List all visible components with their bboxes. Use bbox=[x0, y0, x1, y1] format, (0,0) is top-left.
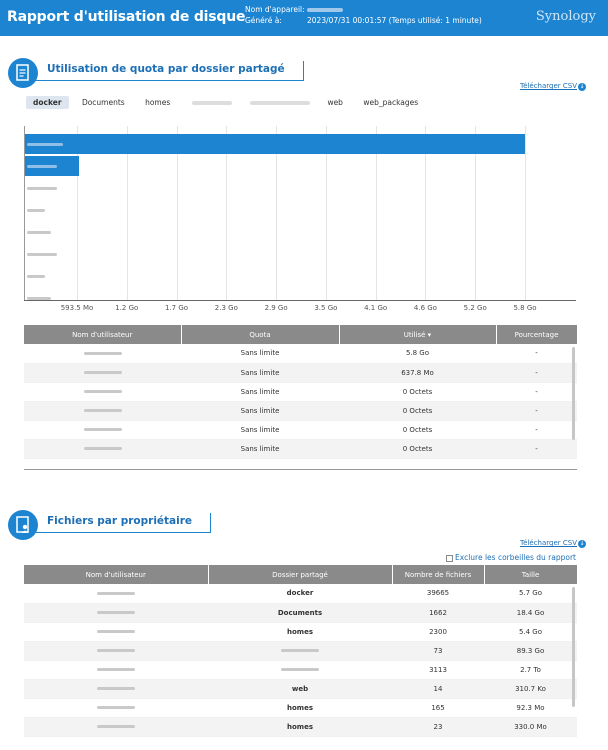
table-cell: 310.7 Ko bbox=[484, 679, 577, 698]
table-cell: - bbox=[496, 344, 577, 363]
tab-web[interactable]: web bbox=[327, 98, 343, 107]
value-redacted bbox=[281, 668, 319, 671]
table-cell: homes bbox=[208, 717, 392, 736]
table-cell: Sans limite bbox=[181, 439, 339, 458]
table-cell: Sans limite bbox=[181, 363, 339, 382]
table-cell: 5.7 Go bbox=[484, 584, 577, 603]
username-redacted bbox=[84, 428, 122, 431]
user-cell bbox=[24, 401, 181, 420]
checkbox-icon[interactable] bbox=[446, 555, 453, 562]
tab-homes[interactable]: homes bbox=[145, 98, 171, 107]
quota-bar-chart bbox=[24, 126, 576, 316]
y-category-label-redacted bbox=[27, 143, 63, 146]
username-redacted bbox=[84, 390, 122, 393]
table-cell: 0 Octets bbox=[339, 439, 496, 458]
table-cell: Documents bbox=[208, 603, 392, 622]
y-category-label-redacted bbox=[27, 297, 51, 300]
table-cell: 23 bbox=[392, 717, 484, 736]
table-row[interactable] bbox=[24, 584, 577, 603]
table-row[interactable] bbox=[24, 622, 577, 641]
table-row[interactable] bbox=[24, 660, 577, 679]
table-cell: Sans limite bbox=[181, 401, 339, 420]
tab-redacted-1[interactable] bbox=[192, 101, 232, 105]
table-row[interactable] bbox=[24, 679, 577, 698]
user-cell bbox=[24, 584, 208, 603]
username-redacted bbox=[97, 668, 135, 671]
user-file-icon bbox=[8, 510, 38, 540]
table-cell: 3113 bbox=[392, 660, 484, 679]
quota-table-container bbox=[24, 325, 577, 470]
table-cell: - bbox=[496, 382, 577, 401]
y-category-label-redacted bbox=[27, 209, 45, 212]
table-row[interactable] bbox=[24, 344, 577, 363]
y-category-label-redacted bbox=[27, 253, 57, 256]
username-redacted bbox=[97, 687, 135, 690]
quota-table-header bbox=[24, 325, 577, 344]
grid-line bbox=[525, 126, 526, 300]
table-cell: Sans limite bbox=[181, 382, 339, 401]
table-row[interactable] bbox=[24, 698, 577, 717]
download-icon[interactable]: ↓ bbox=[579, 540, 585, 547]
device-name-redacted bbox=[307, 8, 343, 12]
generated-value: 2023/07/31 00:01:57 (Temps utilisé: 1 minute) bbox=[307, 16, 482, 25]
x-tick-label: 2.9 Go bbox=[264, 304, 288, 312]
table-cell: Sans limite bbox=[181, 420, 339, 439]
table-row[interactable] bbox=[24, 401, 577, 420]
table-cell: Sans limite bbox=[181, 344, 339, 363]
device-label: Nom d'appareil: bbox=[245, 5, 305, 14]
username-redacted bbox=[97, 706, 135, 709]
table-cell: 1662 bbox=[392, 603, 484, 622]
x-tick-label: 1.2 Go bbox=[115, 304, 139, 312]
tab-web-packages[interactable]: web_packages bbox=[363, 98, 419, 107]
username-redacted bbox=[97, 630, 135, 633]
col-percentage[interactable]: Pourcentage bbox=[496, 325, 577, 344]
user-cell bbox=[24, 717, 208, 736]
x-tick-label: 2.3 Go bbox=[214, 304, 238, 312]
table-cell: 92.3 Mo bbox=[484, 698, 577, 717]
table-cell: 330.0 Mo bbox=[484, 717, 577, 736]
report-meta bbox=[245, 4, 482, 26]
tab-redacted-2[interactable] bbox=[250, 101, 310, 105]
table-cell bbox=[208, 660, 392, 679]
synology-logo: Synology bbox=[535, 9, 596, 24]
table-cell: 73 bbox=[392, 641, 484, 660]
user-cell bbox=[24, 679, 208, 698]
table-cell: 89.3 Go bbox=[484, 641, 577, 660]
value-redacted bbox=[281, 649, 319, 652]
exclude-recycle-checkbox[interactable] bbox=[446, 553, 576, 562]
table-cell: 0 Octets bbox=[339, 382, 496, 401]
table-cell: 637.8 Mo bbox=[339, 363, 496, 382]
col-file-count[interactable]: Nombre de fichiers bbox=[392, 565, 484, 584]
y-category-label-redacted bbox=[27, 275, 45, 278]
table-row[interactable] bbox=[24, 363, 577, 382]
quota-csv-download-link[interactable]: Télécharger CSV bbox=[520, 82, 577, 90]
x-tick-label: 3.5 Go bbox=[314, 304, 338, 312]
username-redacted bbox=[84, 447, 122, 450]
col-shared-folder[interactable]: Dossier partagé bbox=[208, 565, 392, 584]
x-tick-label: 5.8 Go bbox=[513, 304, 537, 312]
col-used[interactable]: Utilisé ▾ bbox=[339, 325, 496, 344]
username-redacted bbox=[97, 592, 135, 595]
col-user[interactable]: Nom d'utilisateur bbox=[24, 565, 208, 584]
x-axis bbox=[24, 300, 576, 301]
user-cell bbox=[24, 420, 181, 439]
report-title: Rapport d'utilisation de disque bbox=[7, 9, 246, 25]
report-header bbox=[0, 0, 608, 36]
x-tick-label: 593.5 Mo bbox=[60, 304, 94, 312]
owner-csv-download-link[interactable]: Télécharger CSV bbox=[520, 539, 577, 547]
owner-table-header bbox=[24, 565, 577, 584]
table-cell: homes bbox=[208, 622, 392, 641]
table-cell: 165 bbox=[392, 698, 484, 717]
quota-bar[interactable] bbox=[25, 134, 525, 154]
user-cell bbox=[24, 660, 208, 679]
x-tick-label: 1.7 Go bbox=[165, 304, 189, 312]
user-cell bbox=[24, 363, 181, 382]
table-cell: 2.7 To bbox=[484, 660, 577, 679]
table-row[interactable] bbox=[24, 603, 577, 622]
y-category-label-redacted bbox=[27, 165, 57, 168]
table-row[interactable] bbox=[24, 439, 577, 458]
table-cell: - bbox=[496, 401, 577, 420]
owner-table bbox=[24, 565, 577, 737]
table-cell: 5.4 Go bbox=[484, 622, 577, 641]
x-tick-label: 5.2 Go bbox=[463, 304, 487, 312]
table-cell: docker bbox=[208, 584, 392, 603]
table-cell: 18.4 Go bbox=[484, 603, 577, 622]
table-cell: 39665 bbox=[392, 584, 484, 603]
share-tabs bbox=[26, 96, 429, 109]
table-row[interactable] bbox=[24, 420, 577, 439]
username-redacted bbox=[84, 352, 122, 355]
table-cell: 0 Octets bbox=[339, 401, 496, 420]
owner-section-title: Fichiers par propriétaire bbox=[32, 513, 211, 533]
table-cell: web bbox=[208, 679, 392, 698]
table-cell: 14 bbox=[392, 679, 484, 698]
table-row[interactable] bbox=[24, 717, 577, 736]
x-tick-label: 4.1 Go bbox=[364, 304, 388, 312]
username-redacted bbox=[97, 725, 135, 728]
table-cell: homes bbox=[208, 698, 392, 717]
tab-documents[interactable]: Documents bbox=[81, 98, 125, 107]
generated-label: Généré à: bbox=[245, 16, 282, 25]
exclude-recycle-label: Exclure les corbeilles du rapport bbox=[455, 553, 576, 562]
username-redacted bbox=[84, 409, 122, 412]
user-cell bbox=[24, 641, 208, 660]
user-cell bbox=[24, 382, 181, 401]
username-redacted bbox=[97, 649, 135, 652]
user-cell bbox=[24, 439, 181, 458]
table-row[interactable] bbox=[24, 641, 577, 660]
user-cell bbox=[24, 698, 208, 717]
table-cell bbox=[208, 641, 392, 660]
quota-section-title: Utilisation de quota par dossier partagé bbox=[32, 61, 304, 81]
table-cell: - bbox=[496, 439, 577, 458]
owner-table-scrollbar[interactable] bbox=[572, 587, 575, 707]
document-icon bbox=[8, 58, 38, 88]
table-cell: 0 Octets bbox=[339, 420, 496, 439]
table-row[interactable] bbox=[24, 382, 577, 401]
user-cell bbox=[24, 622, 208, 641]
username-redacted bbox=[84, 371, 122, 374]
download-icon[interactable]: ↓ bbox=[579, 83, 585, 90]
table-cell: - bbox=[496, 363, 577, 382]
username-redacted bbox=[97, 611, 135, 614]
col-quota[interactable]: Quota bbox=[181, 325, 339, 344]
quota-table-bottom-border bbox=[24, 469, 577, 470]
x-tick-label: 4.6 Go bbox=[413, 304, 437, 312]
owner-table-container bbox=[24, 565, 577, 750]
quota-table bbox=[24, 325, 577, 459]
table-cell: 5.8 Go bbox=[339, 344, 496, 363]
y-category-label-redacted bbox=[27, 187, 57, 190]
col-user[interactable]: Nom d'utilisateur bbox=[24, 325, 181, 344]
user-cell bbox=[24, 344, 181, 363]
quota-table-scrollbar[interactable] bbox=[572, 347, 575, 440]
user-cell bbox=[24, 603, 208, 622]
col-size[interactable]: Taille bbox=[484, 565, 577, 584]
y-category-label-redacted bbox=[27, 231, 51, 234]
tab-docker[interactable]: docker bbox=[26, 96, 69, 109]
table-cell: - bbox=[496, 420, 577, 439]
table-cell: 2300 bbox=[392, 622, 484, 641]
